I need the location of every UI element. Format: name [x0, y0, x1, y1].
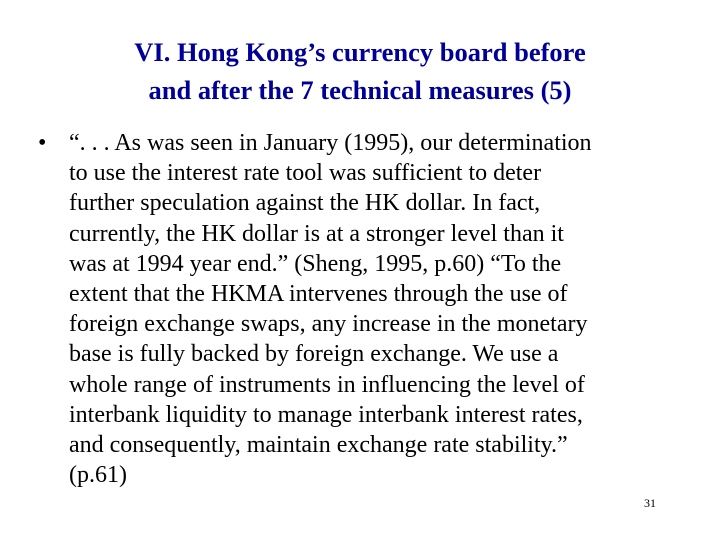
quote-line-5: was at 1994 year end.” (Sheng, 1995, p.60) “To the [69, 250, 562, 277]
quote-line-2: to use the interest rate tool was sufficient to deter [69, 160, 542, 187]
bullet-list [38, 128, 688, 490]
quote-line-8: base is fully backed by foreign exchange. We use a [69, 341, 559, 368]
quote-line-3: further speculation against the HK dollar. In fact, [69, 190, 541, 217]
quote-line-7: foreign exchange swaps, any increase in the monetary [69, 311, 588, 338]
quote-line-4: currently, the HK dollar is at a stronger level than it [69, 220, 564, 247]
quote-line-11: and consequently, maintain exchange rate stability.” [69, 432, 568, 459]
page-number: 31 [644, 496, 656, 510]
quote-line-1: “. . . As was seen in January (1995), our determination [69, 130, 592, 156]
bullet-icon: • [38, 130, 47, 156]
quote-line-9: whole range of instruments in influencing the level of [69, 371, 585, 398]
bullet-item-quote [38, 128, 688, 490]
slide-title-line-2: and after the 7 technical measures (5) [148, 75, 572, 105]
quote-line-6: extent that the HKMA intervenes through the use of [69, 281, 568, 308]
slide-title [40, 33, 680, 109]
slide-title-line-1: VI. Hong Kong’s currency board before [134, 37, 586, 67]
quote-line-12: (p.61) [69, 462, 127, 489]
quote-line-10: interbank liquidity to manage interbank interest rates, [69, 401, 583, 428]
